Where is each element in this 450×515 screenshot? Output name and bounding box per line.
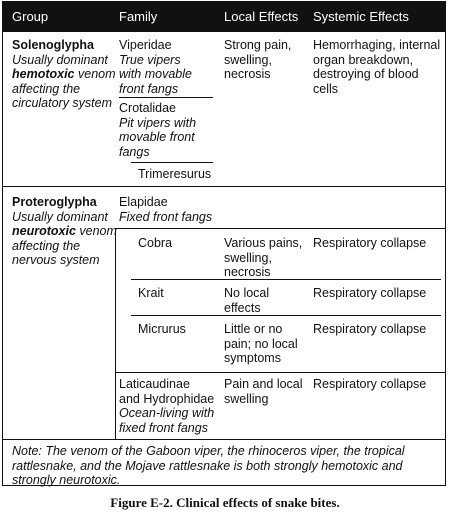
group-proteroglypha <box>12 195 117 268</box>
divider <box>131 162 213 163</box>
table-header <box>3 2 445 32</box>
table-note: Note: The venom of the Gaboon viper, the rhinoceros viper, the tropical rattlesnake, and the Mojave rattlesnake is both strongly hemotoxic and strongly neurotoxic. <box>12 444 405 487</box>
group-divider <box>3 186 445 187</box>
laticaudinae-systemic-effects: Respiratory collapse <box>313 377 427 391</box>
group-name: Solenoglypha <box>12 38 94 52</box>
family-viperidae: Viperidae True vipers with movable front fangs <box>119 38 192 96</box>
divider <box>131 279 441 280</box>
header-systemic-effects: Systemic Effects <box>313 9 409 24</box>
cobra-systemic-effects: Respiratory collapse <box>313 236 427 250</box>
family-laticaudinae-hydrophidae: Laticaudinae and Hydrophidae Ocean-living with fixed front fangs <box>119 377 215 435</box>
figure-caption: Figure E-2. Clinical effects of snake bites. <box>110 495 340 510</box>
divider <box>131 315 441 316</box>
family-cobra: Cobra <box>138 236 173 250</box>
divider <box>115 228 445 229</box>
header-local-effects: Local Effects <box>224 9 299 24</box>
note-divider <box>3 439 445 440</box>
micrurus-systemic-effects: Respiratory collapse <box>313 322 427 336</box>
snake-bite-table <box>2 1 446 486</box>
krait-systemic-effects: Respiratory collapse <box>313 286 427 300</box>
solenoglypha-local-effects: Strong pain, swelling, necrosis <box>224 38 292 81</box>
group-description: Usually dominant neurotoxic venom affecting the nervous system <box>12 209 117 267</box>
cobra-local-effects: Various pains, swelling, necrosis <box>224 236 303 279</box>
krait-local-effects: No local effects <box>224 286 270 315</box>
family-trimeresurus: Trimeresurus <box>138 167 212 181</box>
divider <box>119 97 213 98</box>
family-crotalidae: Crotalidae Pit vipers with movable front fangs <box>119 101 197 159</box>
group-name: Proteroglypha <box>12 195 97 209</box>
micrurus-local-effects: Little or no pain; no local symptoms <box>224 322 298 365</box>
group-solenoglypha <box>12 38 116 111</box>
laticaudinae-local-effects: Pain and local swelling <box>224 377 303 406</box>
group-description: Usually dominant hemotoxic venom affecting the circulatory system <box>12 52 116 110</box>
family-elapidae: Elapidae Fixed front fangs <box>119 195 213 224</box>
family-krait: Krait <box>138 286 164 300</box>
header-group: Group <box>12 9 49 24</box>
family-micrurus: Micrurus <box>138 322 186 336</box>
solenoglypha-systemic-effects: Hemorrhaging, internal organ breakdown, destroying of blood cells <box>313 38 441 96</box>
header-family: Family <box>119 9 158 24</box>
divider <box>115 228 116 439</box>
divider <box>115 372 445 373</box>
